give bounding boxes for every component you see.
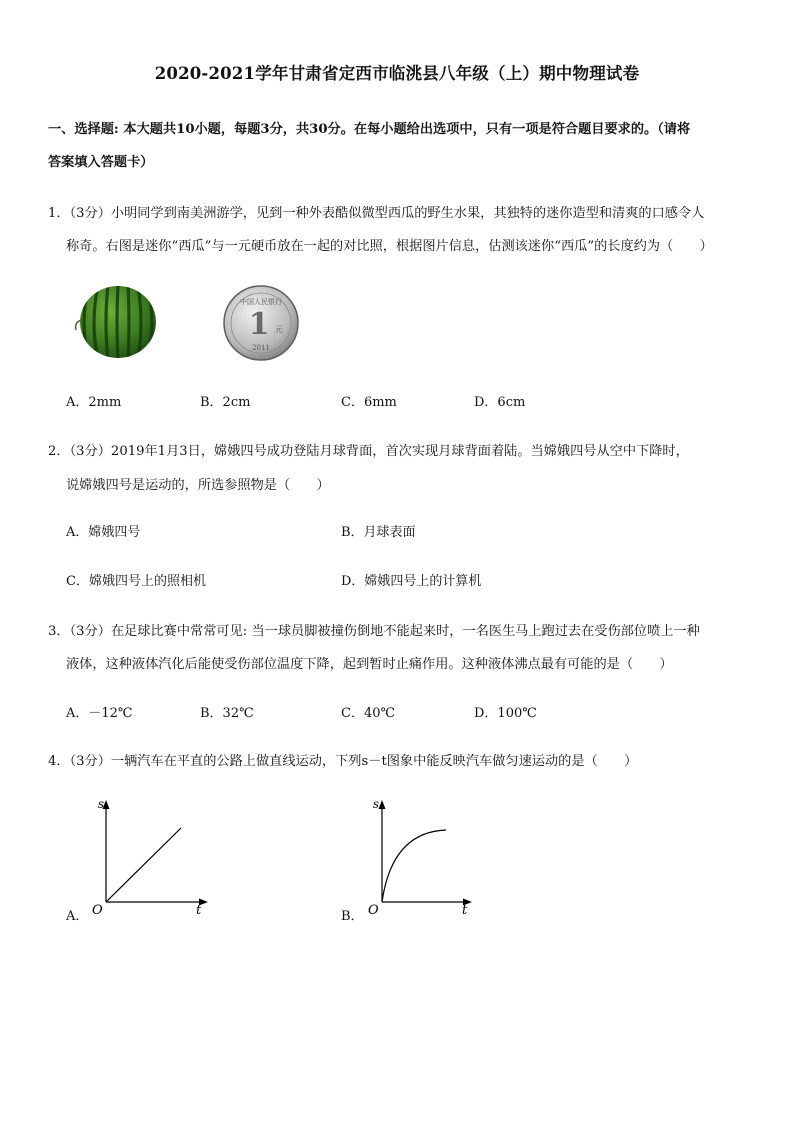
q3-option-b: B．32℃ (200, 706, 254, 721)
coin-value: 1 (248, 307, 270, 342)
q1-option-b: B．2cm (200, 395, 251, 410)
q3-option-d: D．100℃ (474, 706, 537, 721)
q1-option-d: D．6cm (474, 395, 526, 410)
coin-text: 中国人民银行 (240, 298, 282, 306)
q3-option-a: A．－12℃ (66, 706, 133, 721)
q2-stem-line2: 说嫦娥四号是运动的，所选参照物是（ ） (66, 478, 330, 493)
q4-option-a-label: A． (66, 909, 89, 924)
q1-option-a: A．2mm (66, 395, 122, 410)
q4-graph-a-y-label: s (97, 797, 104, 811)
section-header-line1: 一、选择题: 本大题共10小题，每题3分，共30分。在每小题给出选项中，只有一项是符合题目要求的。（请将 (48, 122, 691, 137)
q1-option-c: C．6mm (341, 395, 397, 410)
q4-graph-b-origin: O (368, 903, 379, 918)
q4-stem-line1: 4．（3分）一辆汽车在平直的公路上做直线运动，下列s－t图象中能反映汽车做匀速运动的是（ ） (48, 754, 638, 769)
q4-graph-b-y-label: s (372, 797, 379, 811)
q3-stem-line1: 3．（3分）在足球比赛中常常可见: 当一球员脚被撞伤倒地不能起来时，一名医生马上跑过去在受伤部位喷上一种 (48, 624, 700, 639)
watermelon-image (66, 282, 166, 362)
coin-year: 2011 (252, 344, 270, 352)
coin-image (222, 284, 300, 362)
coin-unit: 元 (275, 325, 283, 334)
q1-stem-line2: 称奇。右图是迷你“西瓜”与一元硬币放在一起的对比照，根据图片信息，估测该迷你“西瓜”的长度约为（ ） (66, 239, 713, 254)
q4-graph-b-curve (382, 830, 446, 902)
q2-stem-line1: 2．（3分）2019年1月3日，嫦娥四号成功登陆月球背面，首次实现月球背面着陆。当嫦娥四号从空中下降时， (48, 444, 689, 459)
q4-graph-a (86, 796, 216, 922)
q2-option-a: A．嫦娥四号 (66, 525, 141, 540)
q1-stem-line1: 1．（3分）小明同学到南美洲游学，见到一种外表酷似微型西瓜的野生水果，其独特的迷你造型和清爽的口感令人 (48, 206, 705, 221)
q2-option-d: D．嫦娥四号上的计算机 (341, 574, 482, 589)
q4-graph-b (362, 792, 478, 922)
section-header-line2: 答案填入答题卡） (48, 155, 154, 170)
q2-option-c: C．嫦娥四号上的照相机 (66, 574, 206, 589)
q4-graph-b-x-label: t (462, 903, 468, 918)
q4-graph-a-origin: O (92, 903, 103, 918)
q4-option-b-label: B． (341, 909, 364, 924)
q4-graph-a-line (106, 828, 181, 902)
q2-option-b: B．月球表面 (341, 525, 416, 540)
page-title: 2020-2021学年甘肃省定西市临洮县八年级（上）期中物理试卷 (154, 64, 640, 83)
q4-graph-a-x-label: t (196, 903, 202, 918)
q3-stem-line2: 液体，这种液体汽化后能使受伤部位温度下降，起到暂时止痛作用。这种液体沸点最有可能的是（ ） (66, 657, 673, 672)
q3-option-c: C．40℃ (341, 706, 396, 721)
